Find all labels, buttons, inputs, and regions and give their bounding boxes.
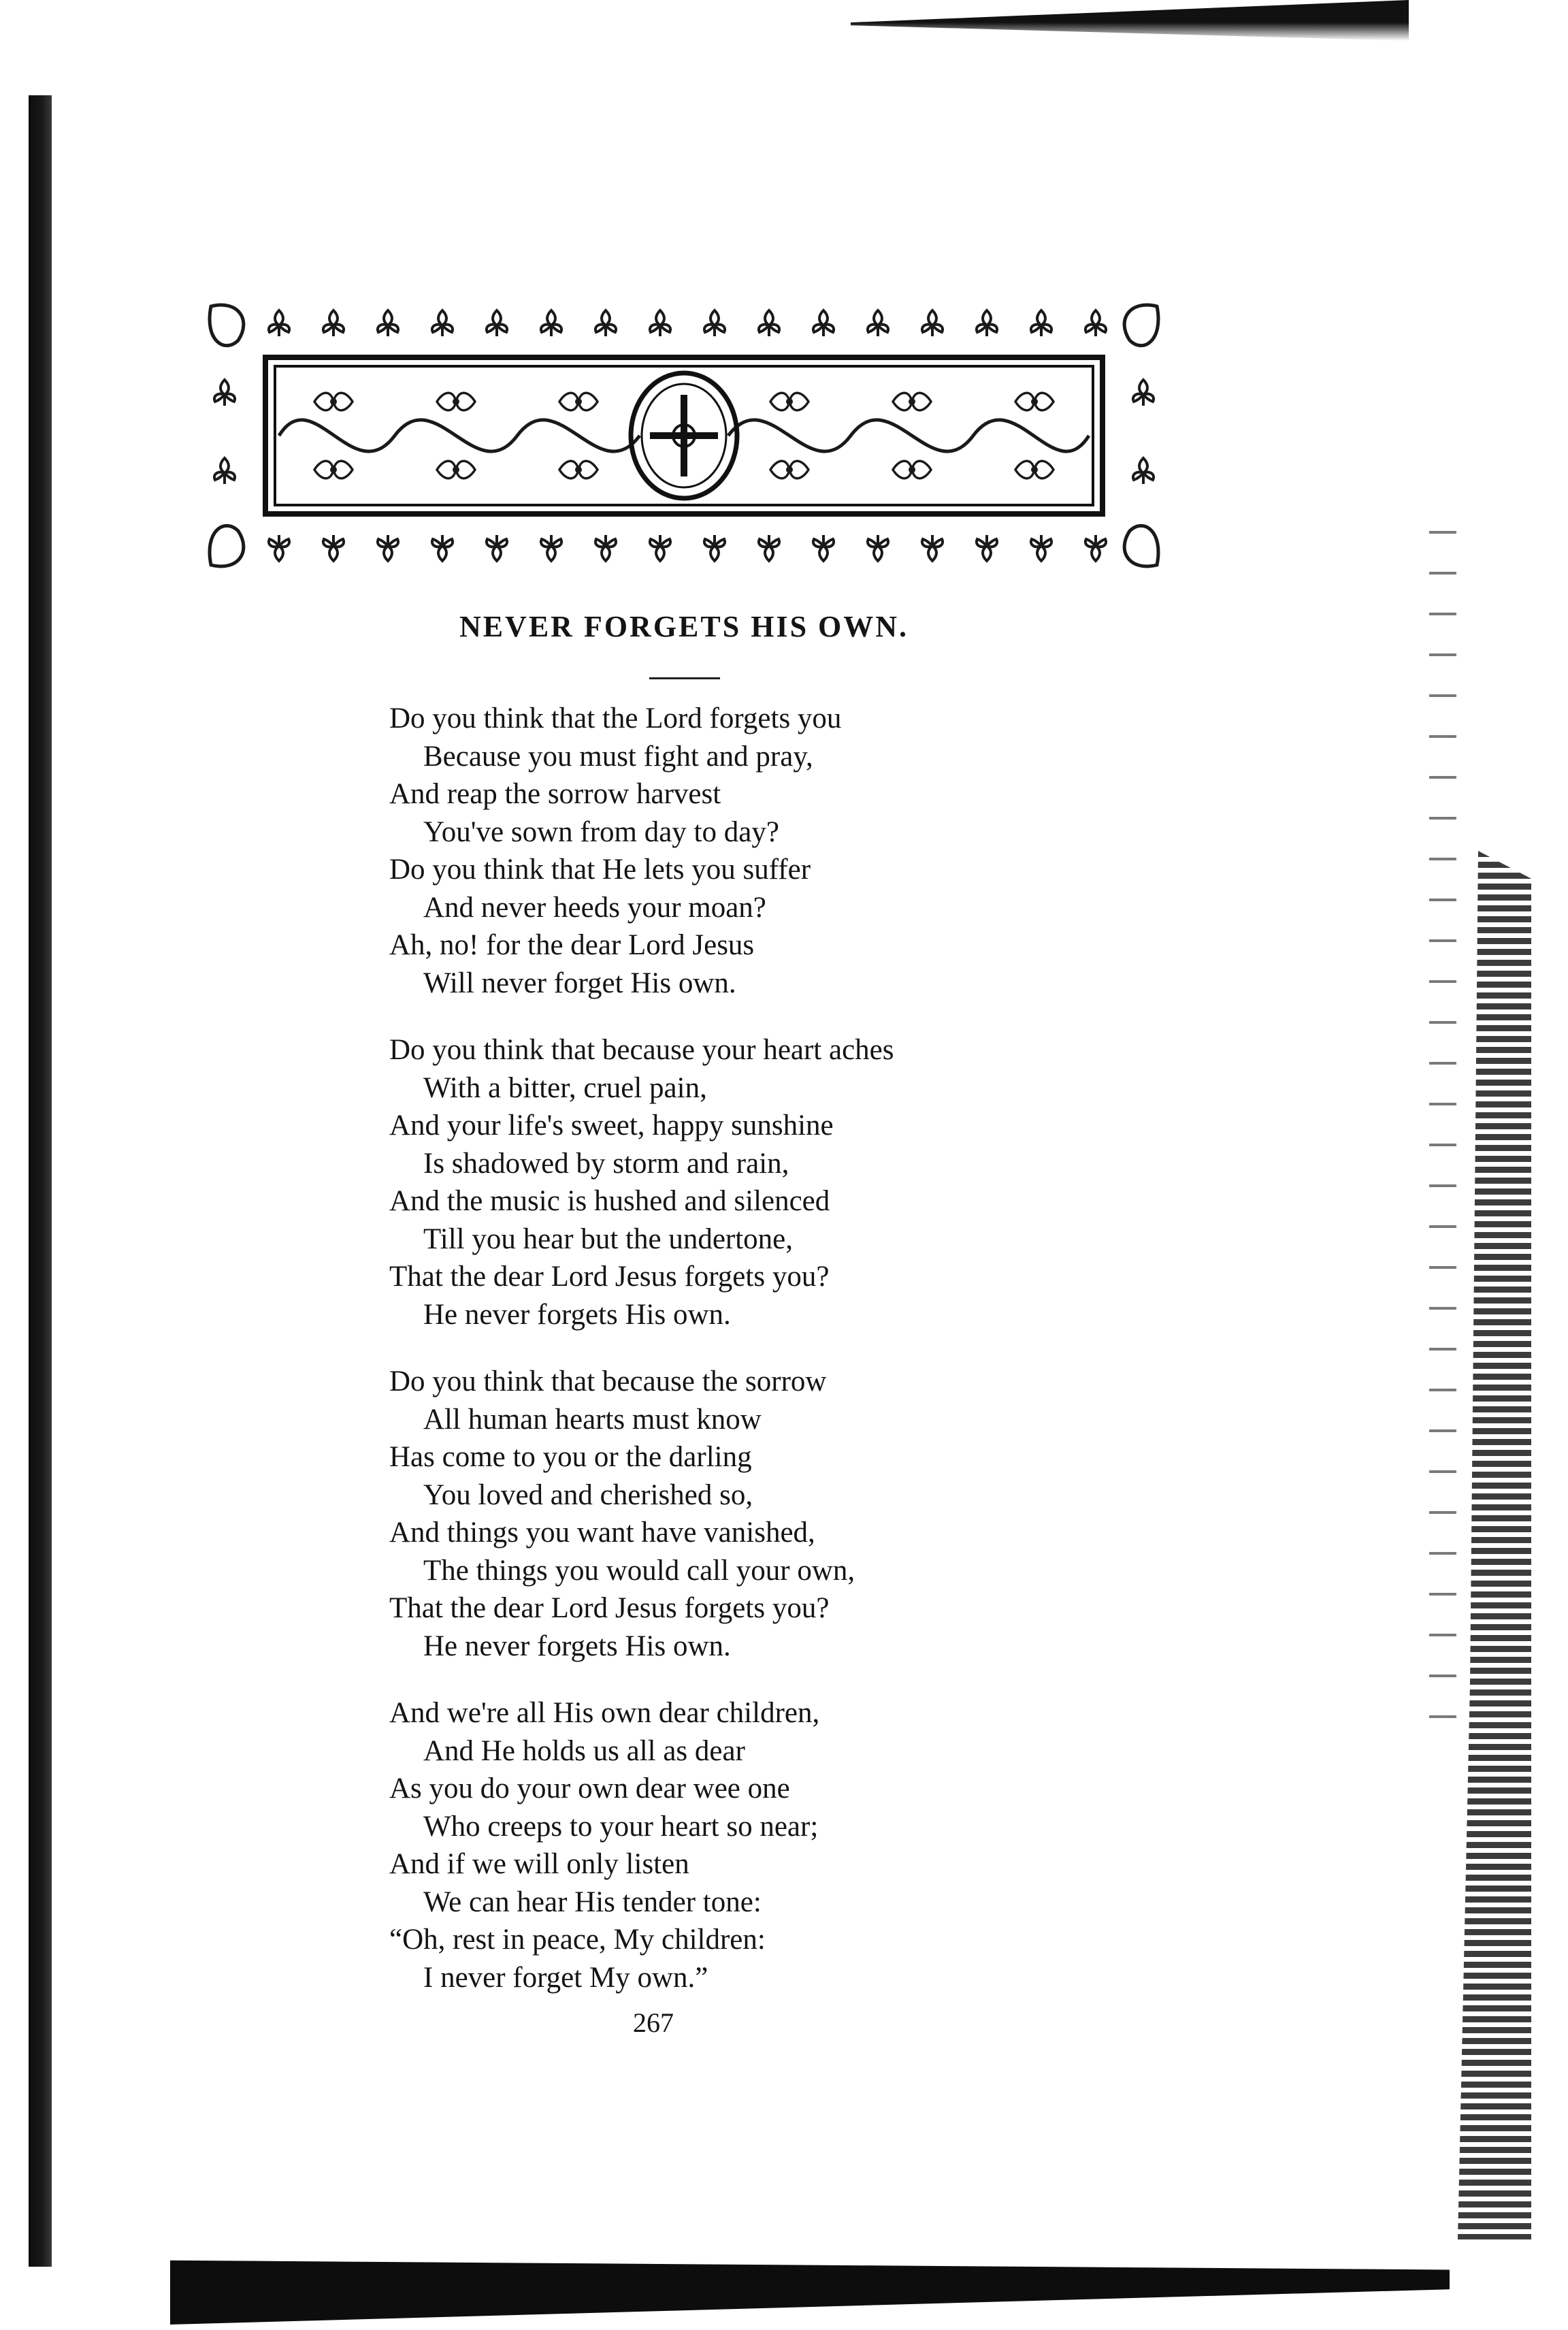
poem-line: He never forgets His own. <box>423 1298 731 1331</box>
poem-line: Ah, no! for the dear Lord Jesus <box>389 929 755 961</box>
poem-line: We can hear His tender tone: <box>423 1886 762 1918</box>
poem-line: And things you want have vanished, <box>389 1517 815 1549</box>
poem-line: And never heeds your moan? <box>423 891 766 924</box>
poem-line: And He holds us all as dear <box>423 1734 745 1767</box>
poem-line: Will never forget His own. <box>423 967 736 999</box>
scan-shadow-bottom <box>170 2246 1450 2325</box>
poem-line: As you do your own dear wee one <box>389 1773 790 1805</box>
poem-line: “Oh, rest in peace, My children: <box>389 1924 766 1956</box>
poem-line: He never forgets His own. <box>423 1630 731 1662</box>
scan-noise-right <box>1429 531 1456 1756</box>
poem-line: With a bitter, cruel pain, <box>423 1071 707 1104</box>
poem-line: That the dear Lord Jesus forgets you? <box>389 1261 830 1293</box>
poem-line: And if we will only listen <box>389 1848 689 1880</box>
poem-line: And the music is hushed and silenced <box>389 1185 830 1217</box>
poem-line: You loved and cherished so, <box>423 1478 753 1511</box>
poem-line: The things you would call your own, <box>423 1554 855 1587</box>
scan-shadow-top <box>851 0 1409 41</box>
stanza <box>389 1694 1424 1996</box>
poem-line: And reap the sorrow harvest <box>389 778 721 810</box>
poem-title: NEVER FORGETS HIS OWN. <box>459 610 909 643</box>
ornament-center-medallion <box>631 373 737 498</box>
poem-line: Do you think that because the sorrow <box>389 1365 827 1397</box>
poem-line: Do you think that the Lord forgets you <box>389 702 842 734</box>
poem-line: Do you think that because your heart aches <box>389 1034 894 1066</box>
page-number: 267 <box>633 2007 674 2038</box>
poem-line: Till you hear but the undertone, <box>423 1223 794 1255</box>
poem-body <box>389 700 1424 2026</box>
poem-line: I never forget My own.” <box>423 1961 708 1994</box>
poem-line: You've sown from day to day? <box>423 815 779 848</box>
poem-line: Who creeps to your heart so near; <box>423 1810 819 1843</box>
ornament-top-row <box>269 310 1106 336</box>
poem-line: Has come to you or the darling <box>389 1441 752 1473</box>
scan-shadow-left <box>29 95 52 2267</box>
poem-line: And your life's sweet, happy sunshine <box>389 1110 834 1142</box>
poem-line: Because you must fight and pray, <box>423 740 813 773</box>
poem-line: And we're all His own dear children, <box>389 1697 820 1729</box>
stanza <box>389 1363 1424 1665</box>
stanza <box>389 1031 1424 1333</box>
poem-line: Do you think that He lets you suffer <box>389 854 811 886</box>
poem-line: Is shadowed by storm and rain, <box>423 1147 789 1180</box>
poem-line: That the dear Lord Jesus forgets you? <box>389 1592 830 1624</box>
poem-line: All human hearts must know <box>423 1403 762 1436</box>
decorative-headpiece <box>197 293 1171 579</box>
stanza <box>389 700 1424 1002</box>
scan-shadow-right <box>1450 851 1531 2239</box>
title-rule <box>649 677 720 679</box>
